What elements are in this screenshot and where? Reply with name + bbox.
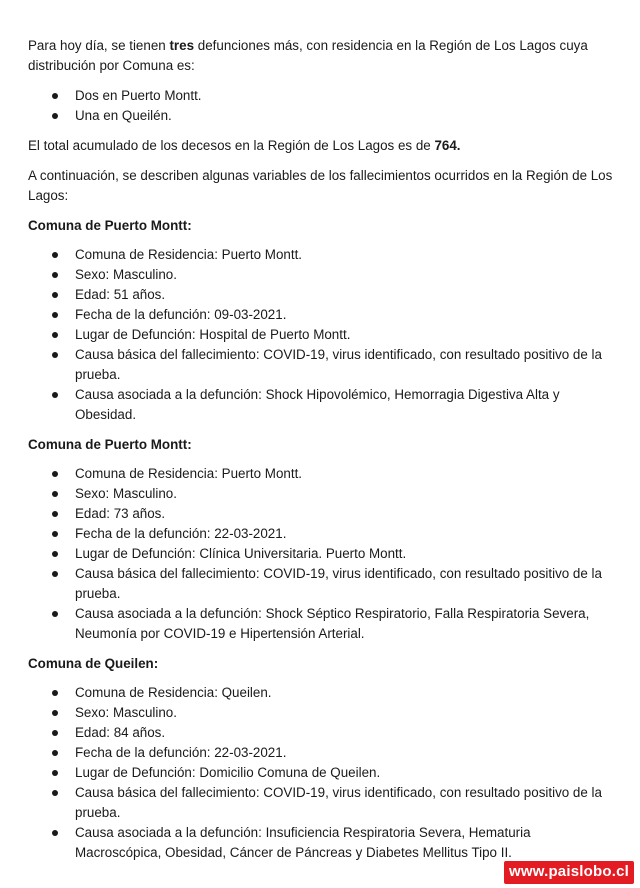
list-item: Edad: 51 años. — [28, 285, 618, 305]
list-item: Causa básica del fallecimiento: COVID-19, virus identificado, con resultado positivo de la prueba. — [28, 345, 618, 385]
list-item: Causa asociada a la defunción: Shock Hipovolémico, Hemorragia Digestiva Alta y Obesidad. — [28, 385, 618, 425]
list-item: Dos en Puerto Montt. — [28, 86, 618, 106]
list-item: Comuna de Residencia: Queilen. — [28, 683, 618, 703]
case-section — [28, 435, 618, 644]
total-paragraph — [28, 136, 618, 156]
list-item: Fecha de la defunción: 09-03-2021. — [28, 305, 618, 325]
list-item: Lugar de Defunción: Domicilio Comuna de Queilen. — [28, 763, 618, 783]
list-item: Una en Queilén. — [28, 106, 618, 126]
intro-paragraph — [28, 36, 618, 76]
list-item: Causa básica del fallecimiento: COVID-19, virus identificado, con resultado positivo de la prueba. — [28, 783, 618, 823]
list-item: Lugar de Defunción: Clínica Universitaria. Puerto Montt. — [28, 544, 618, 564]
intro-text-post: defunciones más, con residencia en la Región de Los Lagos cuya distribución por Comuna es: — [28, 38, 588, 73]
case-heading: Comuna de Puerto Montt: — [28, 218, 192, 233]
list-item: Comuna de Residencia: Puerto Montt. — [28, 245, 618, 265]
case-details-list — [28, 683, 618, 863]
list-item: Edad: 73 años. — [28, 504, 618, 524]
intro-text-bold: tres — [169, 38, 195, 53]
case-details-list — [28, 464, 618, 644]
list-item: Sexo: Masculino. — [28, 484, 618, 504]
list-item: Causa asociada a la defunción: Shock Séptico Respiratorio, Falla Respiratoria Severa, Neumonía por COVID-19 e Hipertensión Arterial. — [28, 604, 618, 644]
list-item: Lugar de Defunción: Hospital de Puerto Montt. — [28, 325, 618, 345]
list-item: Sexo: Masculino. — [28, 265, 618, 285]
continuation-paragraph: A continuación, se describen algunas variables de los fallecimientos ocurridos en la Región de Los Lagos: — [28, 168, 613, 203]
list-item: Fecha de la defunción: 22-03-2021. — [28, 524, 618, 544]
case-heading: Comuna de Queilen: — [28, 656, 159, 671]
total-count: 764. — [434, 138, 461, 153]
list-item: Edad: 84 años. — [28, 723, 618, 743]
list-item: Comuna de Residencia: Puerto Montt. — [28, 464, 618, 484]
total-text-pre: El total acumulado de los decesos en la Región de Los Lagos es de — [28, 138, 435, 153]
case-section — [28, 216, 618, 425]
distribution-list — [28, 86, 618, 126]
list-item: Causa asociada a la defunción: Insuficiencia Respiratoria Severa, Hematuria Macroscópica, Obesidad, Cáncer de Páncreas y Diabetes Mellitus Tipo II. — [28, 823, 618, 863]
case-section — [28, 654, 618, 863]
case-heading: Comuna de Puerto Montt: — [28, 437, 192, 452]
case-details-list — [28, 245, 618, 425]
list-item: Fecha de la defunción: 22-03-2021. — [28, 743, 618, 763]
watermark-badge: www.paislobo.cl — [504, 861, 634, 884]
list-item: Sexo: Masculino. — [28, 703, 618, 723]
intro-text-pre: Para hoy día, se tienen — [28, 38, 170, 53]
list-item: Causa básica del fallecimiento: COVID-19, virus identificado, con resultado positivo de la prueba. — [28, 564, 618, 604]
document-body — [28, 36, 618, 873]
